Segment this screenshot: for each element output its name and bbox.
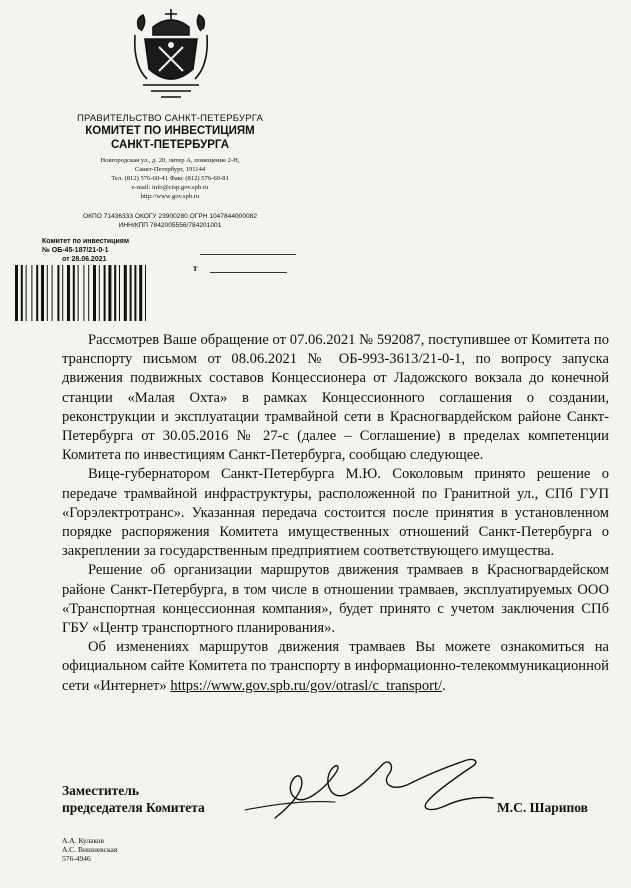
signer-title-line2: председателя Комитета bbox=[62, 800, 205, 815]
stamp-date: от 28.06.2021 bbox=[62, 256, 107, 263]
paragraph-4-end: . bbox=[442, 677, 446, 694]
stamp-line1: Комитет по инвестициям bbox=[42, 238, 130, 245]
inn-kpp: ИНН/КПП 7842005556/784201001 bbox=[118, 222, 222, 229]
executor-2: А.С. Вишневская bbox=[62, 845, 118, 854]
registry-codes: ОКПО 71436333 ОКОГУ 23900280 ОГРН 1047844000082 bbox=[83, 213, 257, 220]
committee-name-line2: САНКТ-ПЕТЕРБУРГА bbox=[111, 139, 229, 151]
website: http://www.gov.spb.ru bbox=[140, 193, 200, 200]
phone-fax: Тел. (812) 576-60-41 Факс (812) 576-60-81 bbox=[111, 175, 229, 182]
paragraph-1: Рассмотрев Ваше обращение от 07.06.2021 № 592087, поступившее от Комитета по транспорту письмом от 08.06.2021 № ОБ-993-3613/21-0-1, по вопросу запуска движения подвижных составов Концессионера от Ладожского вокзала до конечной станции «Малая Охта» в рамках Концессионного соглашения о создании, реконструкции и эксплуатации трамвайной сети в Красногвардейском районе Санкт-Петербурга от 30.05.2016 № 27-с (далее – Соглашение) в пределах компетенции Комитета по инвестициям Санкт-Петербурга, сообщаю следующее. bbox=[62, 332, 609, 464]
stamp-number: № ОБ-45-187/21-0-1 bbox=[42, 247, 109, 254]
executor-1: А.А. Кулаков bbox=[62, 836, 104, 845]
paragraph-2: Вице-губернатором Санкт-Петербурга М.Ю. Соколовым принято решение о передаче трамвайной инфраструктуры, расположенной по Гранитной ул., СПб ГУП «Горэлектротранс». Указанная передача состоится после принятия в установленном порядке распоряжения Комитета имущественных отношений Санкт-Петербурга о закреплении за государственным предприятием соответствующего имущества. bbox=[62, 466, 609, 560]
registration-barcode bbox=[13, 265, 187, 321]
signer-name: М.С. Шарипов bbox=[497, 800, 588, 815]
executor-phone: 576-4946 bbox=[62, 854, 91, 863]
address-line2: Санкт-Петербург, 191144 bbox=[134, 166, 206, 173]
letter-body bbox=[62, 331, 609, 696]
reply-date-line bbox=[210, 272, 287, 273]
coat-of-arms-emblem bbox=[131, 5, 211, 105]
signer-title-line1: Заместитель bbox=[62, 783, 139, 798]
committee-name-line1: КОМИТЕТ ПО ИНВЕСТИЦИЯМ bbox=[85, 125, 255, 137]
handwritten-signature bbox=[205, 752, 500, 830]
government-name: ПРАВИТЕЛЬСТВО САНКТ-ПЕТЕРБУРГА bbox=[76, 113, 264, 124]
address-line1: Новгородская ул., д. 20, литер А, помещение 2-Н, bbox=[100, 157, 240, 164]
paragraph-4 bbox=[62, 638, 609, 696]
transport-committee-link[interactable]: https://www.gov.spb.ru/gov/otrasl/c_transport/ bbox=[170, 677, 443, 694]
paragraph-4-text: Об изменениях маршрутов движения трамваев Вы можете ознакомиться на официальном сайте Комитета по транспорту в информационно-телекоммуникационной сети «Интернет» bbox=[62, 639, 609, 694]
email: e-mail: info@cisp.gov.spb.ru bbox=[131, 184, 209, 191]
reply-t-label: т bbox=[193, 263, 198, 273]
paragraph-3: Решение об организации маршрутов движения трамваев в Красногвардейском районе Санкт-Петербурга, в том числе в отношении трамваев, эксплуатируемых ООО «Транспортная концессионная компания», будет принято с учетом заключения СПб ГБУ «Центр транспортного планирования». bbox=[62, 562, 609, 637]
reply-number-line bbox=[200, 254, 296, 255]
